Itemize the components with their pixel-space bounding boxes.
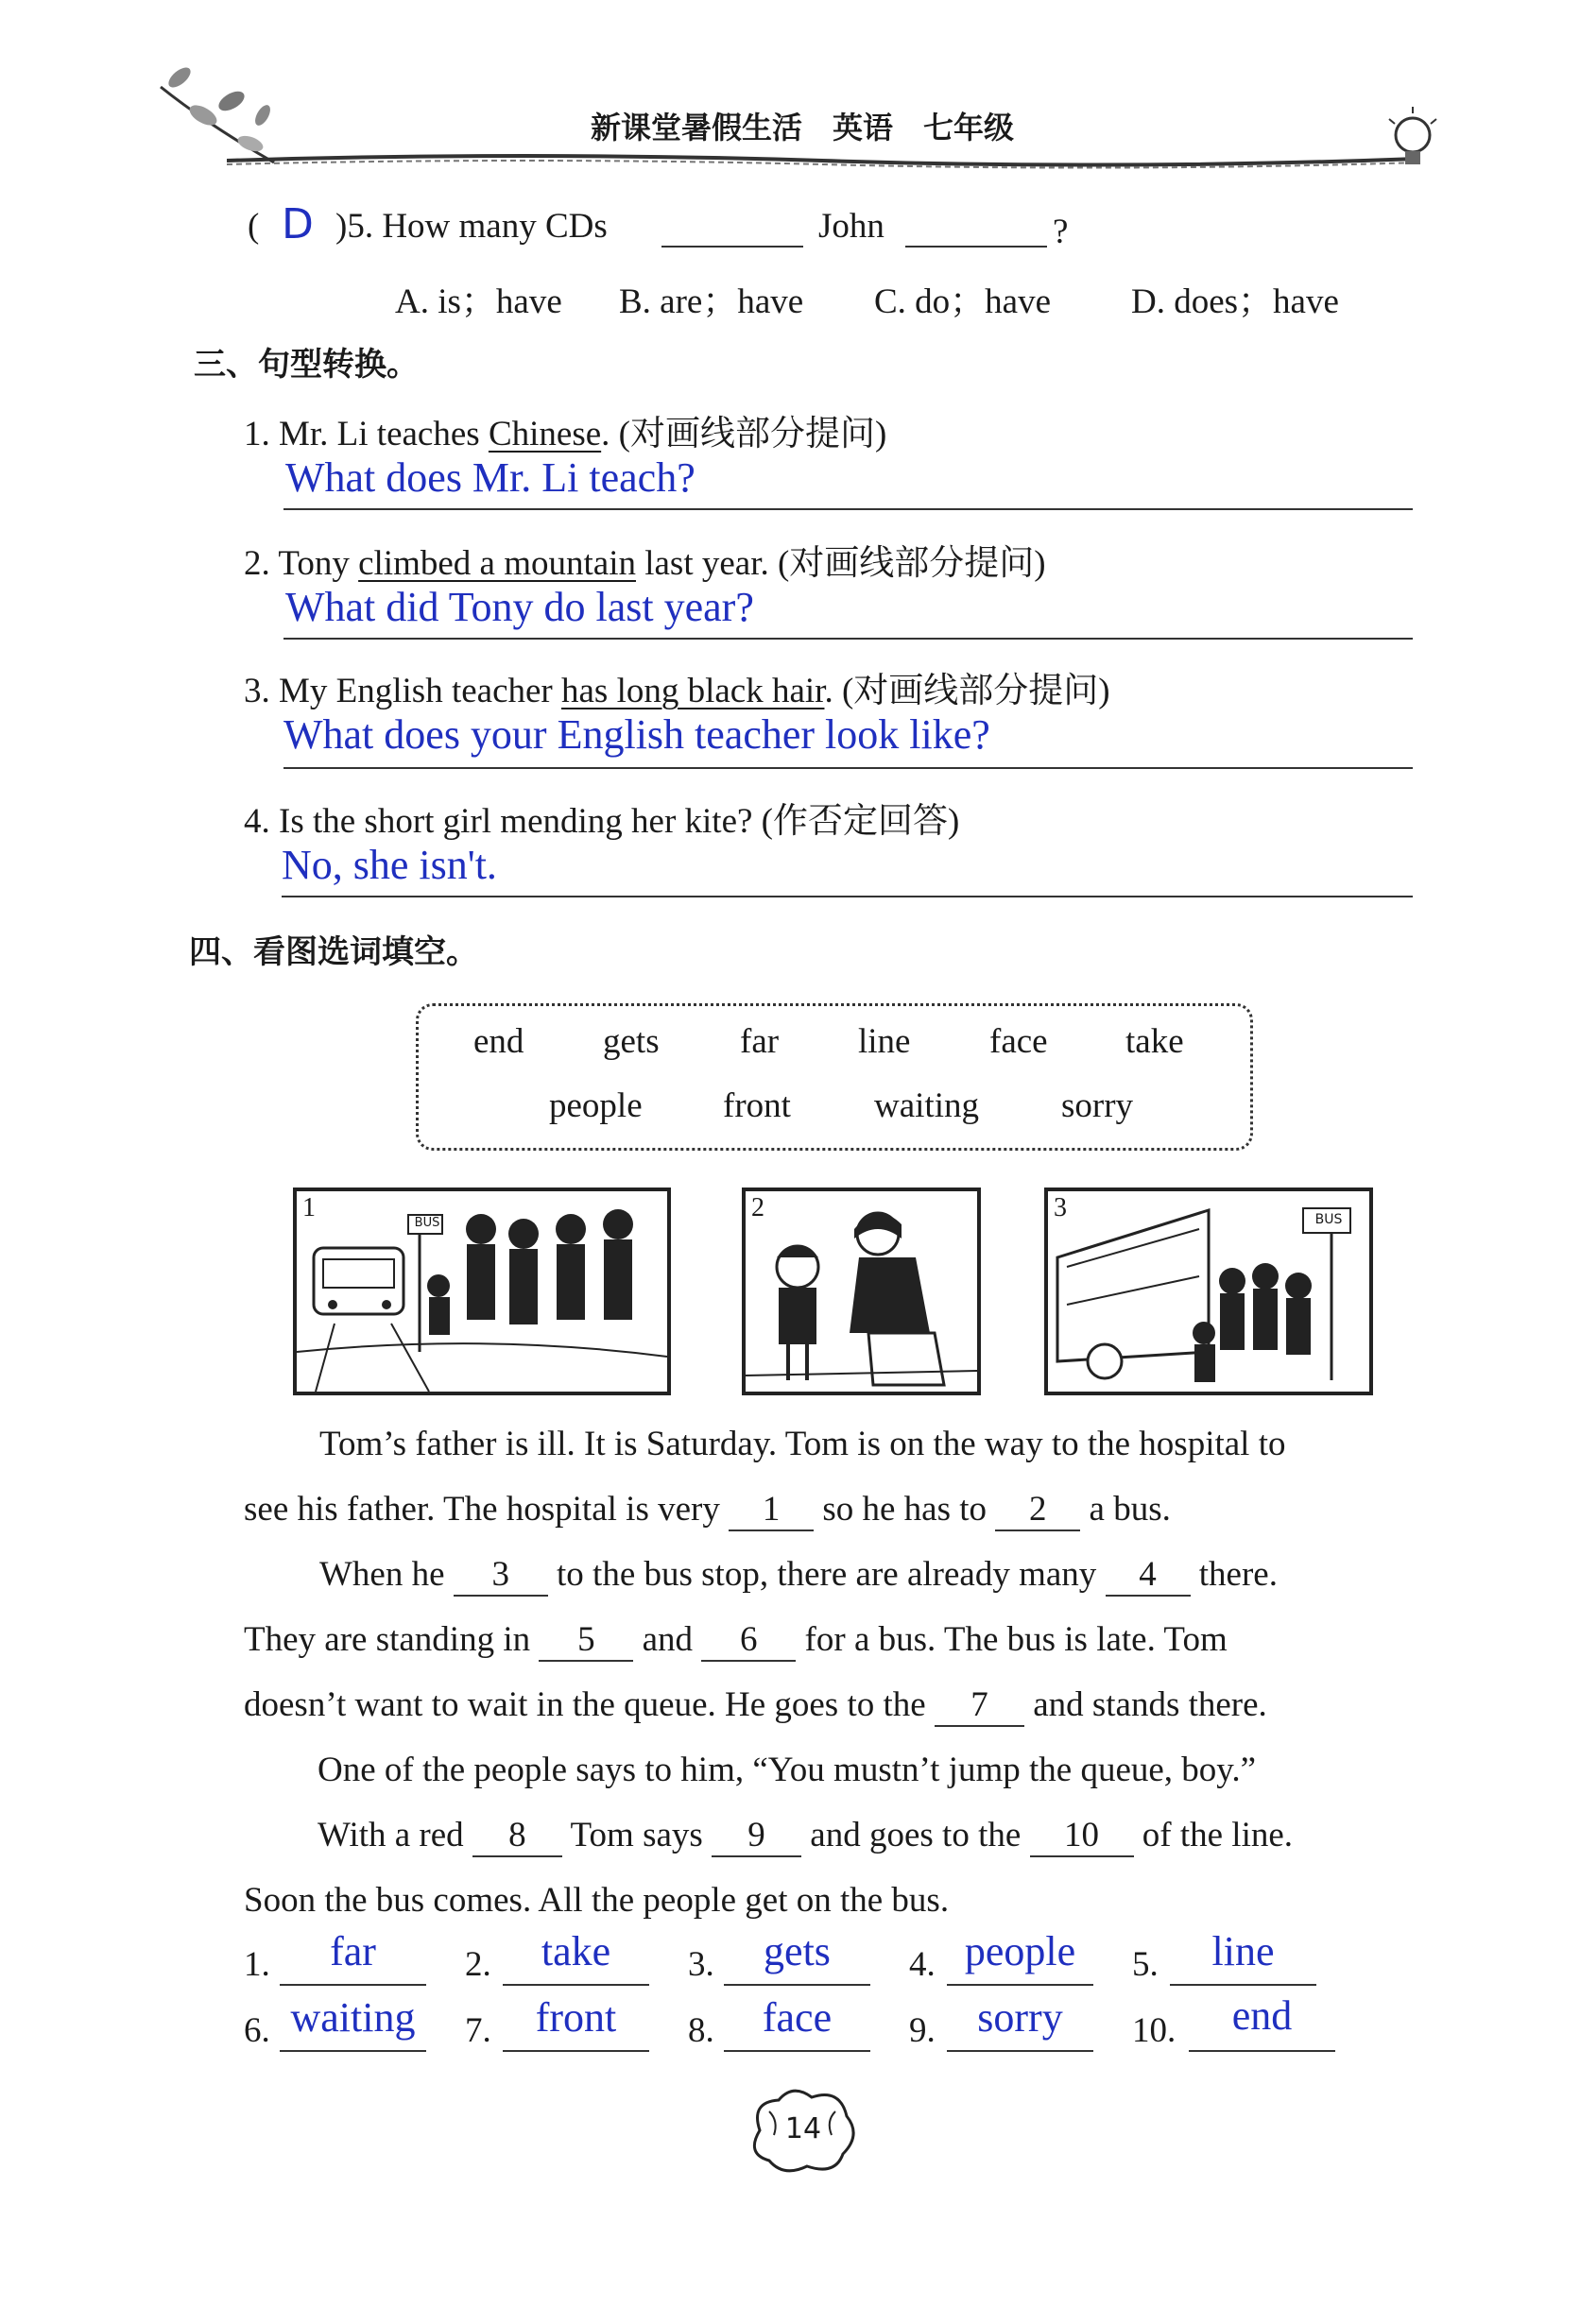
section4-heading: 四、看图选词填空。 [189, 933, 478, 971]
bus-sign-text: BUS [1314, 1212, 1343, 1227]
picture-2-lady-and-boy [742, 1188, 981, 1395]
item4-pre: 4. Is the short girl mending her kite? (作否定回答) [244, 802, 960, 841]
bus-queue-illustration [297, 1191, 667, 1392]
answer-value: take [541, 1928, 611, 1974]
passage-line: Soon the bus comes. All the people get on the bus. [244, 1881, 950, 1920]
picture-1-number: 1 [302, 1193, 316, 1222]
section3-heading: 三、句型转换。 [194, 346, 419, 384]
word-bank-word: front [723, 1086, 791, 1125]
answer-number: 2. [465, 1945, 491, 1984]
word-bank-word: gets [603, 1022, 660, 1061]
item3-underlined: has long black hair [561, 672, 825, 710]
picture-2-number: 2 [751, 1193, 764, 1222]
answer-number: 6. [244, 2011, 270, 2050]
word-bank-word: take [1125, 1022, 1184, 1061]
blank-7: 7 [935, 1686, 1024, 1727]
picture-1-bus-queue [293, 1188, 671, 1395]
answer-value: people [964, 1928, 1076, 1974]
answer-value: gets [764, 1928, 831, 1974]
q5-option-d: D. does；have [1131, 282, 1339, 321]
bus-sign-text: BUS [414, 1216, 440, 1230]
item2-underlined: climbed a mountain [358, 544, 636, 583]
word-bank-word: sorry [1061, 1086, 1134, 1125]
item3-answer: What does your English teacher look like? [283, 711, 990, 758]
word-bank-word: people [549, 1086, 643, 1125]
item1-underlined: Chinese [488, 415, 602, 453]
answer-number: 5. [1132, 1945, 1159, 1984]
q5-stem-b: John [818, 207, 884, 246]
blank-5: 5 [539, 1621, 633, 1662]
word-bank-word: far [740, 1022, 780, 1061]
q5-option-a: A. is；have [395, 282, 562, 321]
answer-number: 3. [688, 1945, 714, 1984]
word-bank-word: line [858, 1022, 911, 1061]
item4-answer: No, she isn't. [282, 842, 497, 888]
answer-number: 7. [465, 2011, 491, 2050]
blank-1: 1 [729, 1491, 814, 1531]
header-title: 新课堂暑假生活 英语 七年级 [591, 110, 1015, 145]
passage-line: When he 3 to the bus stop, there are already many 4 there. [319, 1542, 1278, 1607]
blank-8: 8 [472, 1817, 562, 1857]
picture-3-number: 3 [1054, 1193, 1067, 1222]
passage-line: One of the people says to him, “You mustn’t jump the queue, boy.” [318, 1751, 1257, 1789]
blank-4: 4 [1106, 1556, 1191, 1597]
item2-answer: What did Tony do last year? [285, 584, 754, 630]
item2-post: last year. (对画线部分提问) [635, 544, 1046, 583]
item2-pre: 2. Tony [244, 544, 359, 583]
blank-10: 10 [1030, 1817, 1134, 1857]
lady-boy-illustration [746, 1191, 977, 1392]
item1-answer: What does Mr. Li teach? [285, 454, 696, 501]
item3-post: . (对画线部分提问) [824, 672, 1110, 710]
answer-number: 8. [688, 2011, 714, 2050]
passage-line: see his father. The hospital is very 1 so he has to 2 a bus. [244, 1477, 1171, 1542]
q5-answer: D [282, 200, 314, 248]
q5-open-paren: ( [248, 207, 260, 246]
passage-line: doesn’t want to wait in the queue. He goes to the 7 and stands there. [244, 1672, 1267, 1737]
answer-value: line [1211, 1928, 1275, 1974]
blank-2: 2 [995, 1491, 1080, 1531]
answer-number: 9. [909, 2011, 936, 2050]
word-bank-word: end [473, 1022, 524, 1061]
q5-option-c: C. do；have [874, 282, 1052, 321]
answer-value: sorry [977, 1994, 1063, 2041]
answer-value: front [535, 1994, 617, 2041]
lightbulb-icon [1380, 102, 1446, 187]
item1-pre: 1. Mr. Li teaches [244, 415, 489, 453]
blank-3: 3 [454, 1556, 548, 1597]
answer-number: 1. [244, 1945, 270, 1984]
passage-line: They are standing in 5 and 6 for a bus. The bus is late. Tom [244, 1607, 1228, 1672]
answer-value: end [1231, 1992, 1293, 2039]
word-bank-word: face [989, 1022, 1048, 1061]
q5-stem-a: )5. How many CDs [335, 207, 608, 246]
answer-number: 4. [909, 1945, 936, 1984]
item3-pre: 3. My English teacher [244, 672, 561, 710]
word-bank [416, 1003, 1253, 1151]
answer-value: face [762, 1994, 833, 2041]
q5-stem-end: ? [1053, 213, 1069, 251]
picture-3-boarding-bus [1044, 1188, 1373, 1395]
passage-line: Tom’s father is ill. It is Saturday. Tom is on the way to the hospital to [319, 1425, 1286, 1463]
header-rope-divider [227, 149, 1417, 170]
q5-option-b: B. are；have [619, 282, 804, 321]
blank-6: 6 [701, 1621, 796, 1662]
item1-post: . (对画线部分提问) [601, 415, 887, 453]
answer-value: waiting [290, 1994, 416, 2041]
answer-number: 10. [1132, 2011, 1176, 2050]
word-bank-word: waiting [874, 1086, 979, 1125]
answer-value: far [330, 1928, 376, 1974]
page-number: 14 [784, 2112, 822, 2145]
passage-line: With a red 8 Tom says 9 and goes to the 10 of the line. [318, 1803, 1293, 1868]
blank-9: 9 [712, 1817, 801, 1857]
